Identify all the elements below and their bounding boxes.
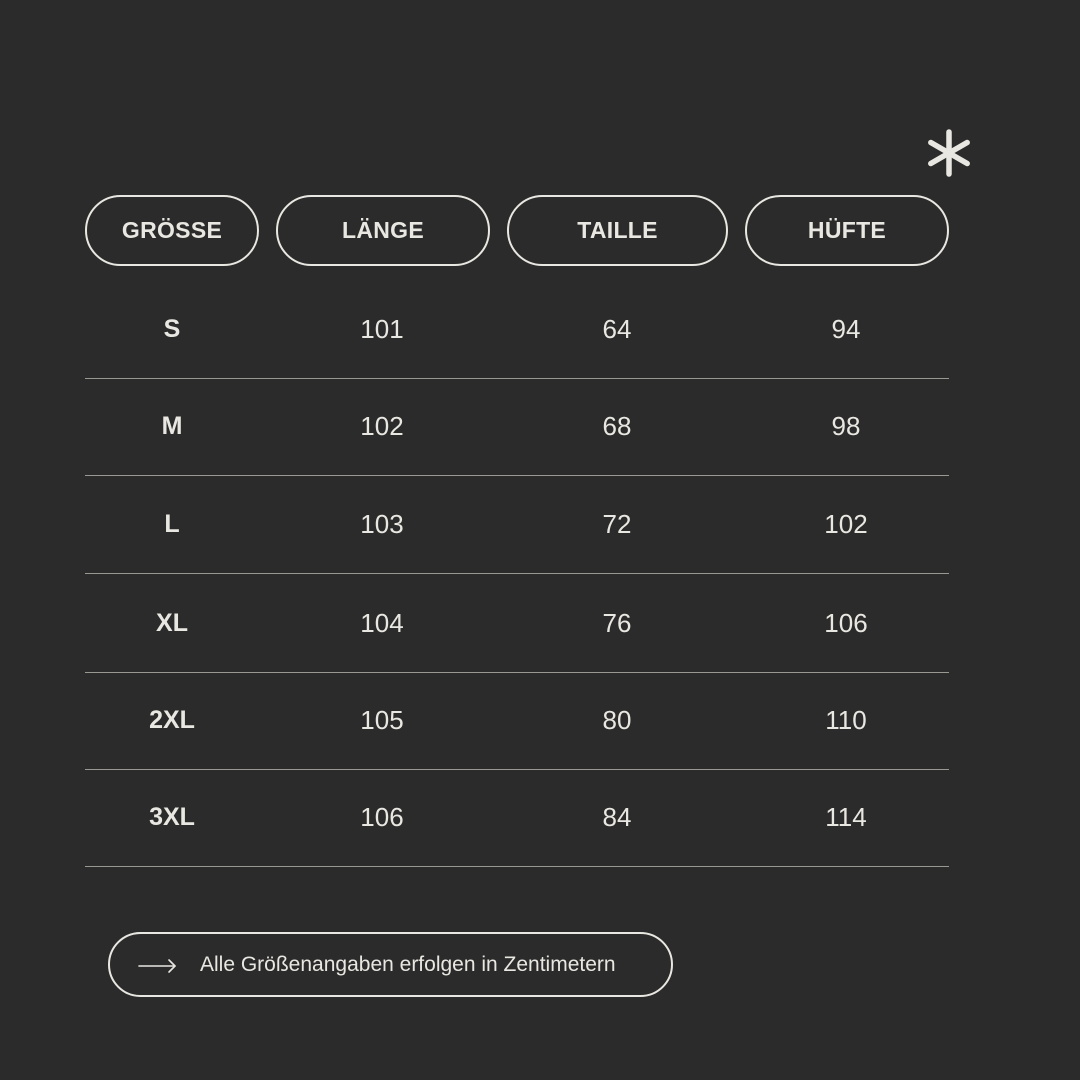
taille-cell: 84 (602, 802, 632, 832)
table-row (85, 575, 949, 673)
table-row (85, 378, 949, 476)
laenge-cell: 106 (360, 802, 404, 832)
laenge-cell: 104 (360, 608, 404, 638)
row-divider (85, 866, 949, 867)
units-note (108, 932, 673, 997)
arrow-right-icon (138, 956, 178, 976)
laenge-cell: 103 (360, 509, 404, 539)
taille-cell: 64 (602, 314, 632, 344)
laenge-cell: 102 (360, 411, 404, 441)
column-header-taille: TAILLE (507, 195, 728, 266)
table-row (85, 281, 949, 379)
laenge-cell: 101 (360, 314, 404, 344)
column-header-laenge: LÄNGE (276, 195, 490, 266)
size-cell: 3XL (149, 803, 195, 831)
units-note-text: Alle Größenangaben erfolgen in Zentimetern (200, 953, 616, 976)
huefte-cell: 110 (825, 705, 867, 735)
column-header-groesse: GRÖSSE (85, 195, 259, 266)
huefte-cell: 98 (831, 411, 861, 441)
huefte-cell: 94 (831, 314, 861, 344)
taille-cell: 76 (602, 608, 632, 638)
size-cell: XL (156, 609, 188, 637)
column-header-huefte: HÜFTE (745, 195, 949, 266)
huefte-cell: 102 (824, 509, 868, 539)
size-cell: M (161, 412, 183, 440)
row-divider (85, 573, 949, 574)
size-cell: L (164, 510, 180, 538)
taille-cell: 72 (602, 509, 632, 539)
size-cell: S (163, 315, 181, 343)
taille-cell: 68 (602, 411, 632, 441)
huefte-cell: 106 (824, 608, 868, 638)
asterisk-icon (924, 128, 974, 178)
huefte-cell: 114 (825, 802, 867, 832)
size-cell: 2XL (149, 706, 195, 734)
table-row (85, 476, 949, 574)
laenge-cell: 105 (360, 705, 404, 735)
table-row (85, 769, 949, 867)
table-row (85, 672, 949, 770)
taille-cell: 80 (602, 705, 632, 735)
